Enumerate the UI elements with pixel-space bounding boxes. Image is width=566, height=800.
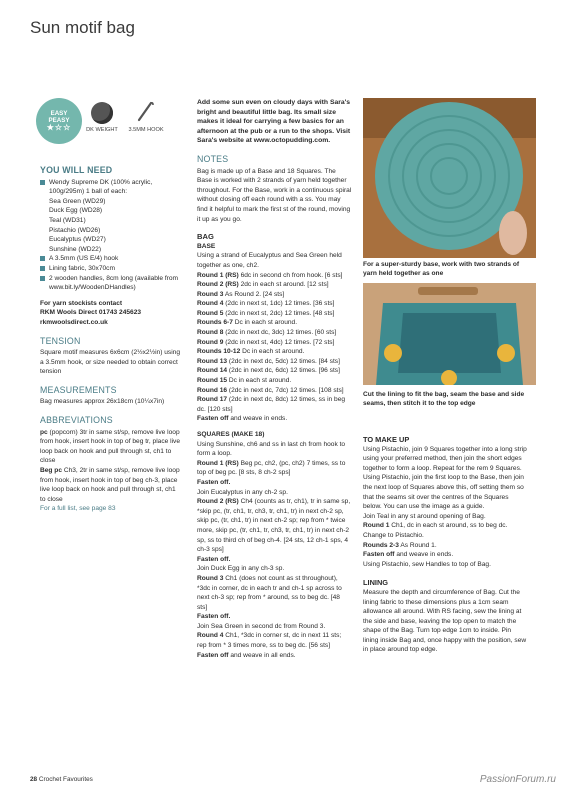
base-round: [197, 318, 352, 328]
list-item: Duck Egg (WD28): [49, 207, 103, 215]
make-up-round: [363, 521, 528, 540]
abbrev-pc: [40, 428, 180, 466]
abbreviations-heading: ABBREVIATIONS: [40, 415, 113, 426]
round-label: Round 3: [197, 290, 224, 298]
round-text: 6dc in second ch from hook. [6 sts]: [238, 271, 343, 279]
list-item: Pistachio (WD26): [49, 226, 101, 234]
fasten-off: Fasten off.: [197, 478, 231, 486]
make-up-text: Join Teal in any st around opening of Bag.: [363, 512, 486, 520]
page-footer: [30, 776, 93, 783]
base-round: [197, 376, 352, 386]
base-round: [197, 347, 352, 357]
round-label: Fasten off: [197, 415, 229, 423]
round-label: Round 1 (RS): [197, 459, 239, 467]
base-heading: BASE: [197, 242, 216, 250]
round-label: Fasten off: [197, 651, 229, 659]
watermark: PassionForum.ru: [479, 774, 556, 785]
round-text: and weave in ends.: [228, 415, 288, 423]
magazine-name: Crochet Favourites: [38, 776, 93, 783]
round-label: Round 1 (RS): [197, 271, 239, 279]
round-text: (2dc in next dc, 8dc) 12 times, ss in beg dc. [120 sts]: [197, 396, 346, 413]
round-text: Ch4 (counts as tr, ch1), tr in same sp, *skip pc, (tr, ch1, tr, ch3, tr, ch1, tr) in next ch-2 sp, skip pc, (tr, ch1, tr) in next ch-2 sp; rep from * twice more, skip pc, (tr, ch1, tr, ch3, tr, ch1, tr) in next ch-2 sp, ss to third ch of beg ch-4. [24 sts, 12 ch-1 sps, 4 ch-3 sps]: [197, 498, 351, 554]
round-label: Round 15: [197, 377, 228, 385]
round-text: Ch1 (does not count as st throughout), *3dc in corner, dc in each tr and ch-1 sp across to next ch-3 sp; rep from * around, ss to beg dc. [48 sts]: [197, 574, 342, 611]
list-item: Sea Green (WD29): [49, 197, 106, 205]
lining-heading: LINING: [363, 578, 389, 588]
base-round: [197, 338, 352, 348]
round-label: Rounds 10-12: [197, 348, 241, 356]
join-text: Join Eucalyptus in any ch-2 sp.: [197, 488, 288, 496]
make-up-text: Using Pistachio, join the first loop to the Base, then join the next loop of Squares above this, off setting them so that the seams sit over the centres of the Squares below. You can use the image as a guide.: [363, 474, 524, 511]
difficulty-badge: [36, 98, 82, 144]
round-text: (2dc in next st, 2dc) 12 times. [48 sts]: [223, 309, 335, 317]
round-label: Round 2 (RS): [197, 281, 239, 289]
base-round: [197, 386, 352, 396]
fasten-off: Fasten off.: [197, 613, 231, 621]
base-intro: Using a strand of Eucalyptus and Sea Green held together as one, ch2.: [197, 252, 342, 269]
colour-list: [40, 197, 180, 255]
round-text: and weave in ends.: [394, 551, 454, 559]
difficulty-line1: EASY: [50, 110, 68, 117]
base-round: [197, 357, 352, 367]
tension-heading: TENSION: [40, 335, 81, 346]
photo-caption: For a super-sturdy base, work with two strands of yarn held together as one: [363, 261, 520, 278]
round-label: Round 16: [197, 386, 228, 394]
lining-text: Measure the depth and circumference of Bag. Cut the lining fabric to these dimensions plus a 1cm seam allowance all around. With RS facing, sew the lining at the side and base, leaving the top open to match the shape of the Bag. Turn top edge 1cm to inside. Pin lining inside Bag and, once happy with the position, sew in place around top edge.: [363, 588, 527, 654]
stockist-line: RKM Wools Direct 01743 245623: [40, 309, 142, 317]
round-label: Round 2 (RS): [197, 498, 239, 506]
fasten-off: [197, 651, 352, 661]
round-label: Round 5: [197, 309, 224, 317]
instructions-column: [197, 98, 352, 660]
hook-size-label: 3.5MM HOOK: [128, 127, 164, 133]
round-text: Ch1, *3dc in corner st, dc in next 11 sts; rep from * 3 times more, ss to beg dc. [56 sts]: [197, 632, 342, 650]
item-text: Lining fabric, 30x70cm: [49, 264, 115, 272]
round-text: (2dc in next dc, 5dc) 12 times. [84 sts]: [227, 357, 340, 365]
round-label: Round 9: [197, 338, 224, 346]
notes-text: Bag is made up of a Base and 18 Squares. The Base is worked with 2 strands of yarn held together throughout. For the Base, work in a continuous spiral without closing off each round with a ss. You may find it helpful to mark the first st of the round, moving it up as you go.: [197, 167, 352, 223]
abbrev-more-link[interactable]: For a full list, see page 83: [40, 505, 116, 513]
round-label: Round 1: [363, 522, 390, 530]
round-label: Round 13: [197, 357, 228, 365]
tension-text: Square motif measures 6x6cm (2½x2½in) using a 3.5mm hook, or size needed to obtain correct tension: [40, 349, 180, 376]
round-label: Round 17: [197, 396, 228, 404]
abbrev-begpc: [40, 466, 180, 504]
join-text: Join Duck Egg in any ch-3 sp.: [197, 565, 285, 573]
base-round: [197, 395, 352, 414]
bag-heading: BAG: [197, 232, 214, 242]
photo-caption: Cut the lining to fit the bag, seam the base and side seams, then stitch it to the top edge: [363, 391, 525, 408]
lining-photo: [363, 283, 536, 385]
list-item: Eucalyptus (WD27): [49, 236, 106, 244]
round-label: Round 8: [197, 329, 224, 337]
round-text: and weave in all ends.: [228, 651, 296, 659]
round-text: (2dc in next dc, 3dc) 12 times. [60 sts]: [223, 329, 337, 337]
page-number: 28: [30, 776, 38, 783]
round-text: Dc in each st around.: [227, 377, 292, 385]
list-item: [40, 264, 180, 274]
stockist-info: [40, 299, 180, 328]
crochet-hook-icon: [134, 100, 156, 122]
square-round: [197, 631, 352, 650]
round-text: 2dc in each st around. [12 sts]: [238, 281, 329, 289]
finishing-column: [363, 435, 528, 655]
round-text: (2dc in next dc, 7dc) 12 times. [108 sts]: [227, 386, 344, 394]
square-round: [197, 497, 352, 555]
round-text: As Round 1.: [398, 541, 437, 549]
stockist-link[interactable]: rkmwoolsdirect.co.uk: [40, 318, 108, 326]
fasten-off: Fasten off.: [197, 555, 231, 563]
list-item: Sunshine (WD22): [49, 245, 102, 253]
measurements-heading: MEASUREMENTS: [40, 384, 117, 395]
make-up-text: Using Pistachio, sew Handles to top of Bag.: [363, 560, 491, 568]
make-up-round: [363, 541, 528, 551]
make-up-heading: TO MAKE UP: [363, 435, 410, 444]
list-item: Teal (WD31): [49, 216, 86, 224]
round-text: Dc in each st around.: [240, 348, 305, 356]
join-text: Join Sea Green in second dc from Round 3.: [197, 622, 326, 630]
base-round: [197, 366, 352, 376]
yarn-ball-icon: [91, 102, 113, 124]
squares-intro: Using Sunshine, ch6 and ss in last ch from hook to form a loop.: [197, 440, 346, 458]
abbrev-def: (popcorn) 3tr in same st/sp, remove live loop from hook, insert hook in top of beg tr, place live loop back on hook and pull through st, ch1 to close: [40, 428, 181, 465]
square-round: [197, 459, 352, 478]
round-text: (2dc in next st, 4dc) 12 times. [72 sts]: [223, 338, 335, 346]
yarn-weight-label: DK WEIGHT: [86, 127, 118, 133]
square-round: [197, 574, 352, 612]
round-text: (2dc in next st, 1dc) 12 times. [36 sts]: [223, 300, 335, 308]
round-text: Dc in each st around.: [232, 319, 298, 327]
round-text: (2dc in next dc, 6dc) 12 times. [96 sts]: [227, 367, 340, 375]
difficulty-stars: ★☆☆: [46, 123, 72, 132]
base-round: [197, 271, 352, 281]
base-round: [197, 290, 352, 300]
squares-heading: SQUARES (MAKE 18): [197, 431, 265, 438]
yarn-item: Wendy Supreme DK (100% acrylic, 100g/295m) 1 ball of each:: [49, 178, 153, 196]
round-label: Round 4: [197, 300, 224, 308]
item-text: A 3.5mm (US E/4) hook: [49, 255, 119, 263]
round-label: Fasten off: [363, 551, 395, 559]
measurements-text: Bag measures approx 26x18cm (10¼x7in): [40, 398, 165, 406]
item-text: 2 wooden handles, 8cm long (available from www.bit.ly/WoodenDHandles): [49, 274, 179, 292]
base-rounds: [197, 271, 352, 425]
round-text: Beg pc, ch2, (pc, ch2) 7 times, ss to top of beg pc. [8 sts, 8 ch-2 sps]: [197, 459, 346, 477]
round-text: Ch1, dc in each st around, ss to beg dc. Change to Pistachio.: [363, 522, 508, 539]
notes-heading: NOTES: [197, 153, 229, 164]
materials-column: [40, 166, 180, 514]
fasten-off: [363, 550, 528, 560]
base-round: [197, 309, 352, 319]
intro-text: Add some sun even on cloudy days with Sara's bright and beautiful little bag. Its small size makes it ideal for carrying a few basics for an afternoon at the pub or a run to the shops. Visit Sara's website at www.octopudding.com.: [197, 99, 351, 145]
base-photo: [363, 98, 536, 258]
you-will-need-heading: YOU WILL NEED: [40, 165, 113, 175]
round-label: Rounds 6-7: [197, 319, 233, 327]
page-title: Sun motif bag: [30, 18, 135, 37]
list-item: [40, 254, 180, 264]
round-label: Round 14: [197, 367, 228, 375]
round-label: Round 4: [197, 632, 224, 640]
round-label: Round 3: [197, 574, 224, 582]
abbrev-def: Ch3, 2tr in same st/sp, remove live loop from hook, insert hook in top of beg ch-3, place live loop back on hook and pull through st, ch1 to close: [40, 467, 180, 503]
make-up-text: Using Pistachio, join 9 Squares together into a long strip using your preferred method, then join the short edges together to form a loop. Repeat for the rem 9 Squares.: [363, 445, 527, 472]
list-item: [40, 274, 180, 293]
difficulty-line2: PEASY: [48, 117, 70, 124]
pattern-badges: [36, 98, 186, 150]
abbrev-term: pc: [40, 428, 48, 436]
list-item: [40, 178, 180, 197]
base-round: [197, 328, 352, 338]
base-round: [197, 280, 352, 290]
abbrev-term: Beg pc: [40, 467, 62, 475]
base-round: [197, 414, 352, 424]
base-round: [197, 299, 352, 309]
round-text: As Round 2. [24 sts]: [223, 290, 285, 298]
round-label: Rounds 2-3: [363, 541, 399, 549]
stockist-line: For yarn stockists contact: [40, 299, 123, 307]
